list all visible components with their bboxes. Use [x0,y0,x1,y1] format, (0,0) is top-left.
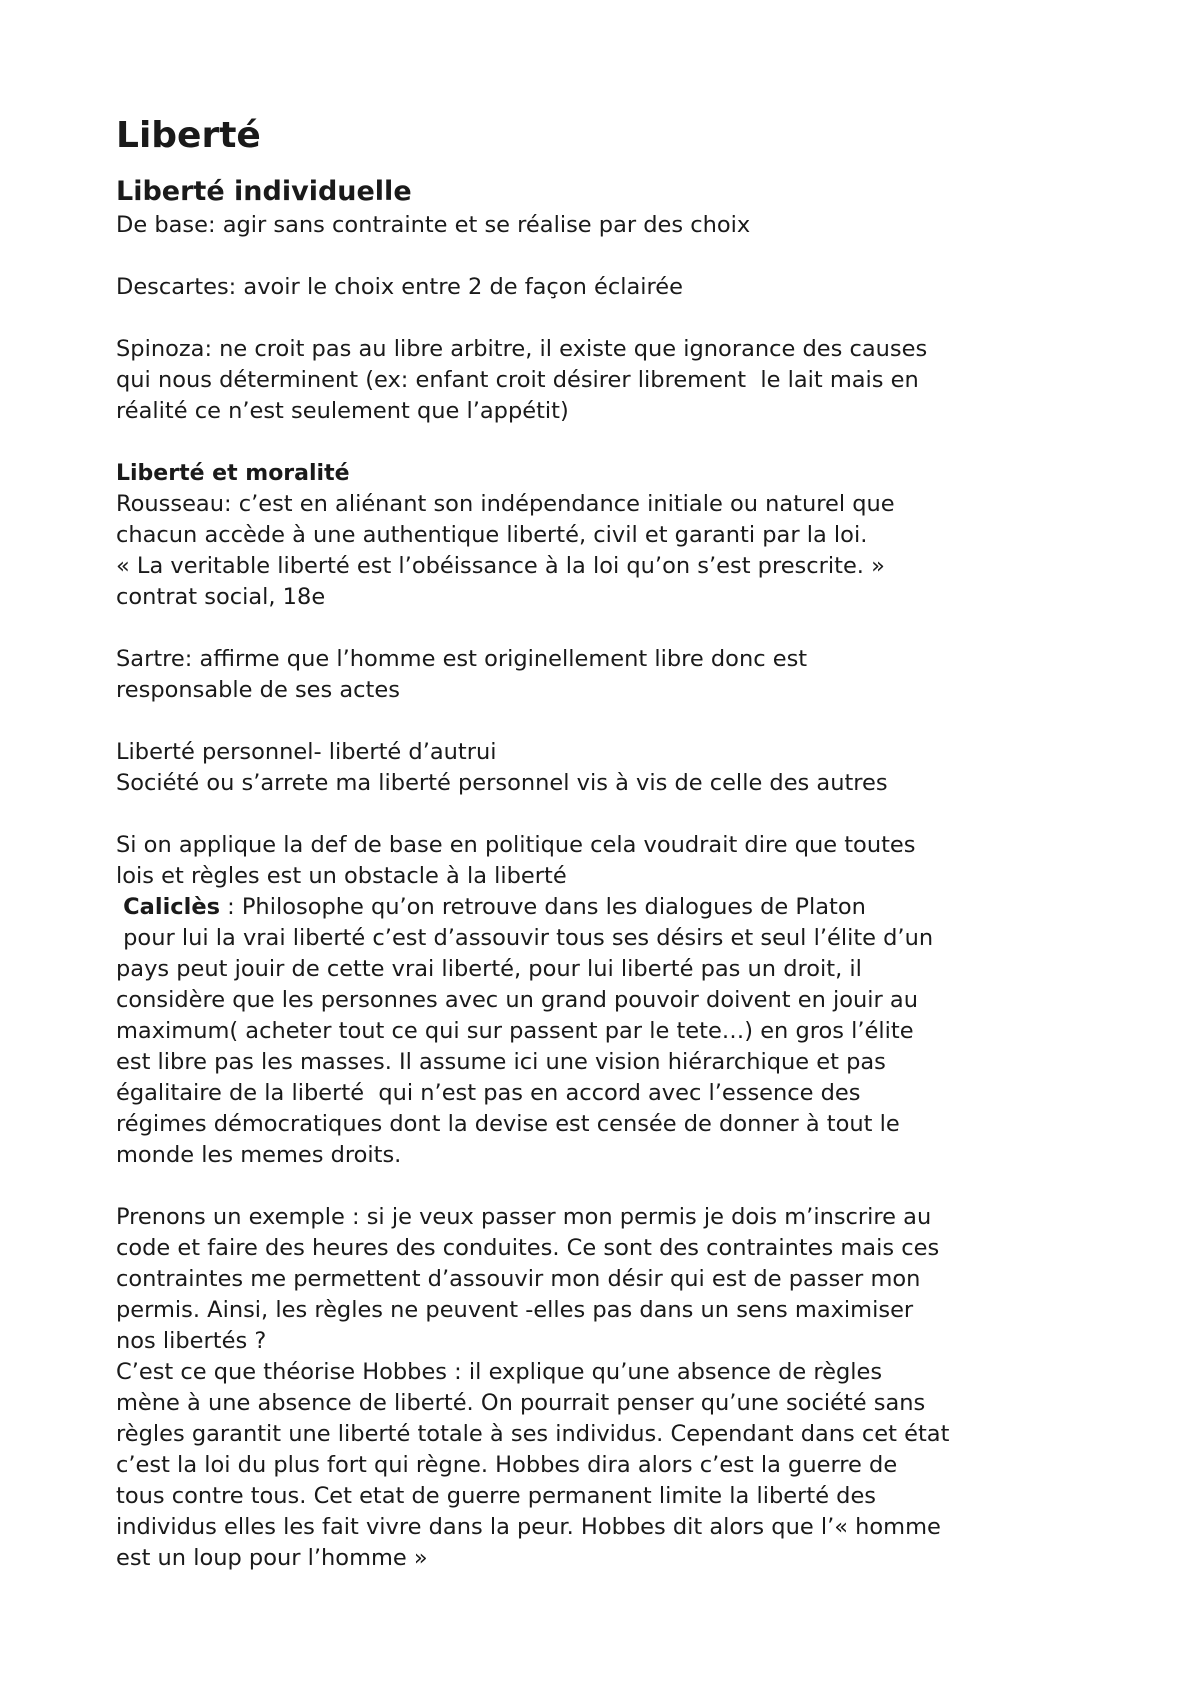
text-line: Si on applique la def de base en politique cela voudrait dire que toutes [116,832,916,858]
text-line: pays peut jouir de cette vrai liberté, pour lui liberté pas un droit, il [116,956,862,982]
text-line [116,892,1116,923]
text-line: lois et règles est un obstacle à la liberté [116,863,567,889]
text-line: « La veritable liberté est l’obéissance à la loi qu’on s’est prescrite. » [116,553,885,579]
text-line: individus elles les fait vivre dans la peur. Hobbes dit alors que l’« homme [116,1514,941,1540]
paragraph-de-base [116,210,1116,241]
text-line: chacun accède à une authentique liberté, civil et garanti par la loi. [116,522,868,548]
calicles-first-line-rest: : Philosophe qu’on retrouve dans les dialogues de Platon [219,894,866,920]
text-line: égalitaire de la liberté qui n’est pas en accord avec l’essence des [116,1080,861,1106]
paragraph-sartre [116,644,1116,706]
text-line: pour lui la vrai liberté c’est d’assouvir tous ses désirs et seul l’élite d’un [116,925,934,951]
text-line: responsable de ses actes [116,677,400,703]
paragraph-liberte-autrui [116,737,1116,799]
document-page [116,112,1116,1574]
text-line: permis. Ainsi, les règles ne peuvent -elles pas dans un sens maximiser [116,1297,914,1323]
paragraph-spinoza [116,334,1116,427]
text-line: c’est la loi du plus fort qui règne. Hobbes dira alors c’est la guerre de [116,1452,898,1478]
text-line: Prenons un exemple : si je veux passer mon permis je dois m’inscrire au [116,1204,932,1230]
text-line: réalité ce n’est seulement que l’appétit) [116,398,569,424]
section-heading-liberte-individuelle: Liberté individuelle [116,176,412,207]
text-line: nos libertés ? [116,1328,267,1354]
text-line: qui nous déterminent (ex: enfant croit désirer librement le lait mais en [116,367,919,393]
text-line: De base: agir sans contrainte et se réalise par des choix [116,212,751,238]
text-line: Rousseau: c’est en aliénant son indépendance initiale ou naturel que [116,491,895,517]
text-line: règles garantit une liberté totale à ses individus. Cependant dans cet état [116,1421,950,1447]
text-line: mène à une absence de liberté. On pourrait penser qu’une société sans [116,1390,926,1416]
document-title: Liberté [116,115,261,156]
text-line: contrat social, 18e [116,584,326,610]
paragraph-descartes [116,272,1116,303]
text-line: Descartes: avoir le choix entre 2 de façon éclairée [116,274,683,300]
calicles-name: Caliclès [123,894,220,920]
text-line: monde les memes droits. [116,1142,402,1168]
text-line: Liberté personnel- liberté d’autrui [116,739,497,765]
text-line: considère que les personnes avec un grand pouvoir doivent en jouir au [116,987,918,1013]
text-line: maximum( acheter tout ce qui sur passent par le tete…) en gros l’élite [116,1018,914,1044]
text-line: C’est ce que théorise Hobbes : il explique qu’une absence de règles [116,1359,883,1385]
text-line: est libre pas les masses. Il assume ici une vision hiérarchique et pas [116,1049,886,1075]
paragraph-calicles [116,892,1116,1171]
paragraph-rousseau [116,489,1116,613]
text-line: tous contre tous. Cet etat de guerre permanent limite la liberté des [116,1483,877,1509]
text-line: Sartre: affirme que l’homme est originellement libre donc est [116,646,808,672]
text-line: code et faire des heures des conduites. Ce sont des contraintes mais ces [116,1235,940,1261]
text-line: régimes démocratiques dont la devise est censée de donner à tout le [116,1111,900,1137]
text-line: Spinoza: ne croit pas au libre arbitre, il existe que ignorance des causes [116,336,928,362]
text-line: est un loup pour l’homme » [116,1545,428,1571]
text-line: Société ou s’arrete ma liberté personnel vis à vis de celle des autres [116,770,888,796]
text-line: contraintes me permettent d’assouvir mon désir qui est de passer mon [116,1266,921,1292]
paragraph-hobbes [116,1202,1116,1574]
paragraph-politique [116,830,1116,892]
section-heading-liberte-et-moralite: Liberté et moralité [116,461,350,486]
